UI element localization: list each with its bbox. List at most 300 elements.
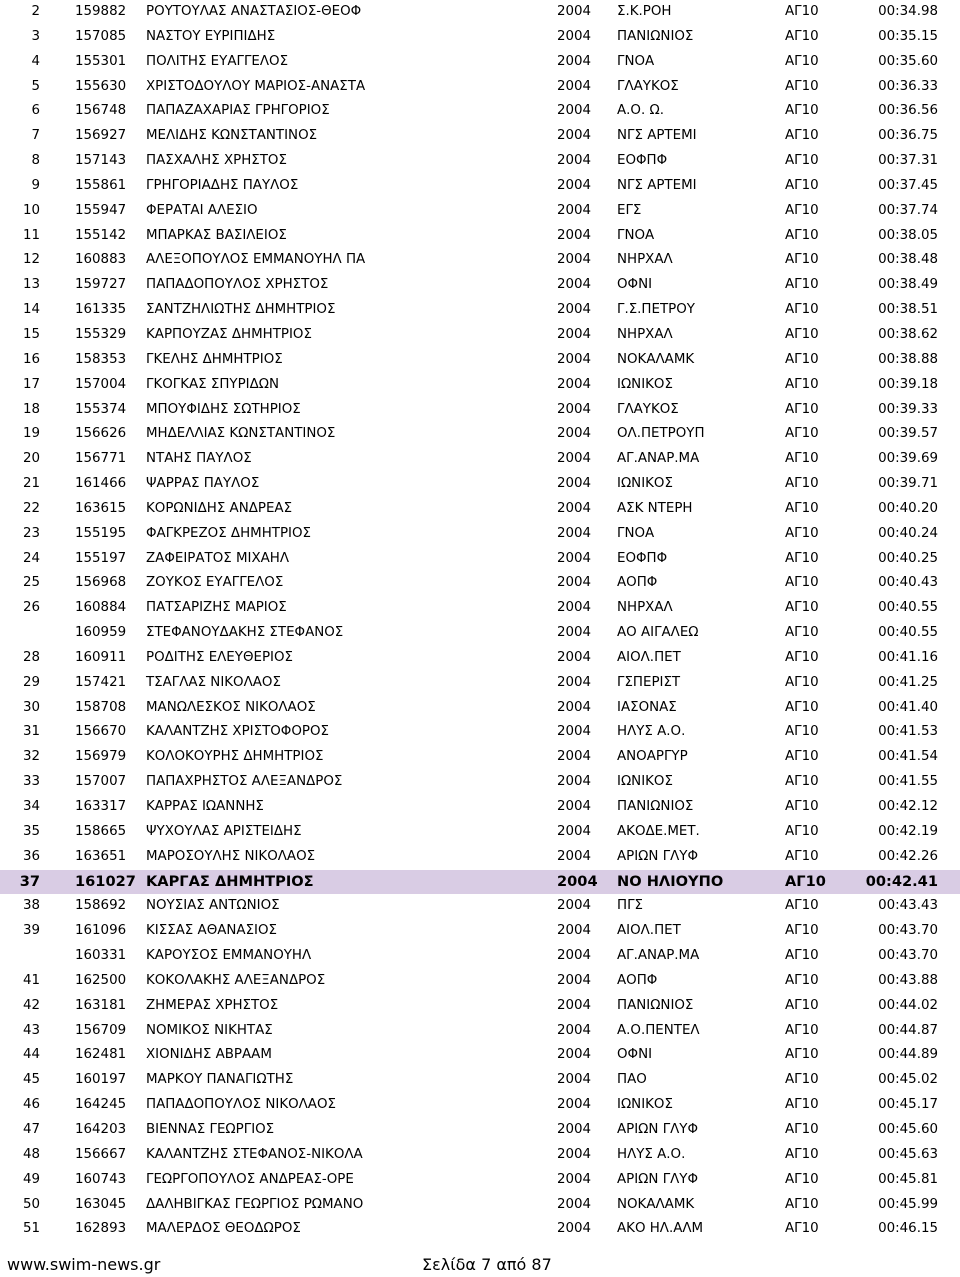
birth-year-cell: 2004 xyxy=(557,1171,592,1187)
table-row xyxy=(0,1019,960,1044)
athlete-name-cell: ΠΑΠΑΔΟΠΟΥΛΟΣ ΧΡΗΣΤΟΣ xyxy=(146,277,329,293)
athlete-name-cell: ΣΑΝΤΖΗΛΙΩΤΗΣ ΔΗΜΗΤΡΙΟΣ xyxy=(146,302,336,318)
rank-cell: 5 xyxy=(31,78,40,94)
rank-cell: 8 xyxy=(31,153,40,169)
athlete-name-cell: ΚΙΣΣΑΣ ΑΘΑΝΑΣΙΟΣ xyxy=(146,923,277,939)
club-cell: ΑΙΟΛ.ΠΕΤ xyxy=(617,923,681,939)
table-row xyxy=(0,497,960,522)
club-cell: Α.Ο. Ω. xyxy=(617,103,664,119)
rank-cell: 20 xyxy=(22,451,40,467)
time-cell: 00:42.12 xyxy=(878,799,938,814)
athlete-id-cell: 156670 xyxy=(75,724,127,740)
rank-cell: 11 xyxy=(22,227,40,243)
table-row xyxy=(0,0,960,25)
rank-cell: 15 xyxy=(22,326,40,342)
time-cell: 00:42.19 xyxy=(878,823,938,839)
rank-cell: 32 xyxy=(22,749,40,765)
time-cell: 00:39.71 xyxy=(878,476,938,492)
table-row xyxy=(0,1068,960,1093)
time-cell: 00:38.62 xyxy=(878,326,938,342)
table-row xyxy=(0,1168,960,1193)
club-cell: ΓΝΟΑ xyxy=(617,525,655,541)
time-cell: 00:37.31 xyxy=(878,153,938,169)
athlete-id-cell: 155374 xyxy=(75,401,127,417)
category-cell: ΑΓ10 xyxy=(785,202,819,218)
athlete-name-cell: ΨΑΡΡΑΣ ΠΑΥΛΟΣ xyxy=(146,476,260,492)
club-cell: ΑΟ ΑΙΓΑΛΕΩ xyxy=(617,625,699,641)
rank-cell: 24 xyxy=(22,550,40,566)
rank-cell: 45 xyxy=(22,1072,40,1088)
athlete-name-cell: ΜΑΝΩΛΕΣΚΟΣ ΝΙΚΟΛΑΟΣ xyxy=(146,699,316,715)
athlete-id-cell: 162500 xyxy=(75,972,127,988)
category-cell: ΑΓ10 xyxy=(785,103,819,119)
club-cell: ΝΓΣ ΑΡΤΕΜΙ xyxy=(617,128,697,144)
rank-cell: 35 xyxy=(22,823,40,839)
time-cell: 00:45.81 xyxy=(878,1171,938,1187)
athlete-id-cell: 163651 xyxy=(75,848,127,864)
club-cell: ΑΟΠΦ xyxy=(617,575,658,591)
category-cell: ΑΓ10 xyxy=(785,848,819,864)
table-row xyxy=(0,1093,960,1118)
club-cell: Α.Ο.ΠΕΝΤΕΛ xyxy=(617,1022,700,1038)
birth-year-cell: 2004 xyxy=(557,1072,592,1088)
table-row xyxy=(0,745,960,770)
table-row xyxy=(0,969,960,994)
birth-year-cell: 2004 xyxy=(557,153,592,169)
athlete-name-cell: ΚΑΛΑΝΤΖΗΣ ΣΤΕΦΑΝΟΣ-ΝΙΚΟΛΑ xyxy=(146,1146,363,1162)
rank-cell: 38 xyxy=(22,898,40,914)
footer-site: www.swim-news.gr xyxy=(7,1255,161,1274)
table-row xyxy=(0,373,960,398)
athlete-name-cell: ΖΗΜΕΡΑΣ ΧΡΗΣΤΟΣ xyxy=(146,997,279,1013)
birth-year-cell: 2004 xyxy=(557,1097,592,1113)
time-cell: 00:38.49 xyxy=(878,277,938,293)
time-cell: 00:39.18 xyxy=(878,376,938,392)
time-cell: 00:45.60 xyxy=(878,1121,938,1137)
birth-year-cell: 2004 xyxy=(557,674,592,690)
rank-cell: 18 xyxy=(22,401,40,417)
birth-year-cell: 2004 xyxy=(557,202,592,218)
club-cell: ΝΓΣ ΑΡΤΕΜΙ xyxy=(617,177,697,193)
athlete-id-cell: 156968 xyxy=(75,575,127,591)
birth-year-cell: 2004 xyxy=(557,177,592,193)
athlete-id-cell: 160884 xyxy=(75,600,127,616)
rank-cell: 19 xyxy=(22,426,40,442)
rank-cell: 37 xyxy=(19,872,40,890)
table-row xyxy=(0,646,960,671)
time-cell: 00:37.45 xyxy=(878,177,938,193)
athlete-name-cell: ΚΑΡΓΑΣ ΔΗΜΗΤΡΙΟΣ xyxy=(146,872,314,890)
table-row xyxy=(0,696,960,721)
athlete-name-cell: ΦΕΡΑΤΑΙ ΑΛΕΣΙΟ xyxy=(146,202,258,218)
time-cell: 00:36.75 xyxy=(878,128,938,144)
time-cell: 00:41.40 xyxy=(878,699,938,715)
footer-page-number: Σελίδα 7 από 87 xyxy=(422,1255,552,1274)
birth-year-cell: 2004 xyxy=(557,649,592,665)
category-cell: ΑΓ10 xyxy=(785,128,819,144)
table-row xyxy=(0,199,960,224)
club-cell: ΓΝΟΑ xyxy=(617,227,655,243)
table-row xyxy=(0,248,960,273)
club-cell: ΓΛΑΥΚΟΣ xyxy=(617,78,679,94)
athlete-id-cell: 160197 xyxy=(75,1072,127,1088)
category-cell: ΑΓ10 xyxy=(785,1047,819,1063)
time-cell: 00:40.43 xyxy=(878,575,938,591)
time-cell: 00:41.55 xyxy=(878,774,938,790)
athlete-name-cell: ΧΙΟΝΙΔΗΣ ΑΒΡΑΑΜ xyxy=(146,1047,272,1063)
time-cell: 00:41.54 xyxy=(878,749,938,765)
club-cell: ΝΗΡΧΑΛ xyxy=(617,600,673,616)
birth-year-cell: 2004 xyxy=(557,28,592,44)
birth-year-cell: 2004 xyxy=(557,1047,592,1063)
athlete-name-cell: ΠΑΣΧΑΛΗΣ ΧΡΗΣΤΟΣ xyxy=(146,153,287,169)
athlete-name-cell: ΜΠΑΡΚΑΣ ΒΑΣΙΛΕΙΟΣ xyxy=(146,227,287,243)
birth-year-cell: 2004 xyxy=(557,823,592,839)
time-cell: 00:35.15 xyxy=(878,28,938,44)
birth-year-cell: 2004 xyxy=(557,326,592,342)
club-cell: ΙΩΝΙΚΟΣ xyxy=(617,1097,673,1113)
athlete-name-cell: ΚΑΡΠΟΥΖΑΣ ΔΗΜΗΤΡΙΟΣ xyxy=(146,326,312,342)
athlete-name-cell: ΧΡΙΣΤΟΔΟΥΛΟΥ ΜΑΡΙΟΣ-ΑΝΑΣΤΑ xyxy=(146,78,366,94)
birth-year-cell: 2004 xyxy=(557,53,592,69)
table-row xyxy=(0,770,960,795)
category-cell: ΑΓ10 xyxy=(785,4,819,19)
time-cell: 00:41.25 xyxy=(878,674,938,690)
birth-year-cell: 2004 xyxy=(557,476,592,492)
birth-year-cell: 2004 xyxy=(557,997,592,1013)
birth-year-cell: 2004 xyxy=(557,500,592,516)
time-cell: 00:38.48 xyxy=(878,252,938,268)
category-cell: ΑΓ10 xyxy=(785,53,819,69)
athlete-name-cell: ΠΟΛΙΤΗΣ ΕΥΑΓΓΕΛΟΣ xyxy=(146,53,289,69)
athlete-id-cell: 156979 xyxy=(75,749,127,765)
club-cell: ΝΟΚΑΛΑΜΚ xyxy=(617,351,695,367)
club-cell: ΙΑΣΟΝΑΣ xyxy=(617,699,677,715)
athlete-name-cell: ΚΟΛΟΚΟΥΡΗΣ ΔΗΜΗΤΡΙΟΣ xyxy=(146,749,324,765)
athlete-id-cell: 160959 xyxy=(75,625,127,641)
birth-year-cell: 2004 xyxy=(557,4,592,19)
table-row xyxy=(0,894,960,919)
athlete-name-cell: ΜΑΛΕΡΔΟΣ ΘΕΟΔΩΡΟΣ xyxy=(146,1221,301,1237)
birth-year-cell: 2004 xyxy=(557,227,592,243)
birth-year-cell: 2004 xyxy=(557,699,592,715)
time-cell: 00:35.60 xyxy=(878,53,938,69)
athlete-name-cell: ΚΟΚΟΛΑΚΗΣ ΑΛΕΞΑΝΔΡΟΣ xyxy=(146,972,326,988)
athlete-name-cell: ΠΑΠΑΖΑΧΑΡΙΑΣ ΓΡΗΓΟΡΙΟΣ xyxy=(146,103,330,119)
time-cell: 00:44.02 xyxy=(878,997,938,1013)
athlete-name-cell: ΜΗΔΕΛΛΙΑΣ ΚΩΝΣΤΑΝΤΙΝΟΣ xyxy=(146,426,336,442)
rank-cell: 6 xyxy=(31,103,40,119)
category-cell: ΑΓ10 xyxy=(785,451,819,467)
time-cell: 00:45.99 xyxy=(878,1196,938,1212)
rank-cell: 26 xyxy=(22,600,40,616)
category-cell: ΑΓ10 xyxy=(785,749,819,765)
athlete-name-cell: ΚΑΡΟΥΣΟΣ ΕΜΜΑΝΟΥΗΛ xyxy=(146,948,312,964)
birth-year-cell: 2004 xyxy=(557,923,592,939)
table-row xyxy=(0,75,960,100)
table-row xyxy=(0,621,960,646)
rank-cell: 39 xyxy=(22,923,40,939)
time-cell: 00:37.74 xyxy=(878,202,938,218)
athlete-name-cell: ΚΑΛΑΝΤΖΗΣ ΧΡΙΣΤΟΦΟΡΟΣ xyxy=(146,724,329,740)
club-cell: ΙΩΝΙΚΟΣ xyxy=(617,476,673,492)
category-cell: ΑΓ10 xyxy=(785,625,819,641)
club-cell: ΗΛΥΣ Α.Ο. xyxy=(617,1146,686,1162)
club-cell: ΙΩΝΙΚΟΣ xyxy=(617,376,673,392)
club-cell: ΑΓ.ΑΝΑΡ.ΜΑ xyxy=(617,948,700,964)
birth-year-cell: 2004 xyxy=(557,872,598,890)
club-cell: ΝΟΚΑΛΑΜΚ xyxy=(617,1196,695,1212)
athlete-name-cell: ΠΑΠΑΔΟΠΟΥΛΟΣ ΝΙΚΟΛΑΟΣ xyxy=(146,1097,336,1113)
club-cell: ΑΟΠΦ xyxy=(617,972,658,988)
time-cell: 00:43.70 xyxy=(878,923,938,939)
birth-year-cell: 2004 xyxy=(557,1146,592,1162)
rank-cell: 17 xyxy=(22,376,40,392)
club-cell: Σ.Κ.ΡΟΗ xyxy=(617,4,672,19)
athlete-id-cell: 155142 xyxy=(75,227,127,243)
table-row xyxy=(0,795,960,820)
time-cell: 00:46.15 xyxy=(878,1221,938,1237)
athlete-name-cell: ΑΛΕΞΟΠΟΥΛΟΣ ΕΜΜΑΝΟΥΗΛ ΠΑ xyxy=(146,252,366,268)
table-row xyxy=(0,1043,960,1068)
time-cell: 00:39.33 xyxy=(878,401,938,417)
club-cell: ΙΩΝΙΚΟΣ xyxy=(617,774,673,790)
table-row xyxy=(0,671,960,696)
birth-year-cell: 2004 xyxy=(557,898,592,914)
category-cell: ΑΓ10 xyxy=(785,997,819,1013)
birth-year-cell: 2004 xyxy=(557,78,592,94)
birth-year-cell: 2004 xyxy=(557,948,592,964)
birth-year-cell: 2004 xyxy=(557,625,592,641)
club-cell: ΠΑΟ xyxy=(617,1072,647,1088)
athlete-id-cell: 161027 xyxy=(75,872,136,890)
category-cell: ΑΓ10 xyxy=(785,302,819,318)
category-cell: ΑΓ10 xyxy=(785,1196,819,1212)
table-row xyxy=(0,1118,960,1143)
time-cell: 00:38.51 xyxy=(878,302,938,318)
table-row xyxy=(0,720,960,745)
rank-cell: 3 xyxy=(31,28,40,44)
category-cell: ΑΓ10 xyxy=(785,78,819,94)
birth-year-cell: 2004 xyxy=(557,848,592,864)
rank-cell: 43 xyxy=(22,1022,40,1038)
rank-cell: 2 xyxy=(31,4,40,19)
category-cell: ΑΓ10 xyxy=(785,28,819,44)
club-cell: ΕΟΦΠΦ xyxy=(617,550,668,566)
athlete-id-cell: 157421 xyxy=(75,674,127,690)
athlete-id-cell: 159882 xyxy=(75,4,127,19)
athlete-name-cell: ΔΑΛΗΒΙΓΚΑΣ ΓΕΩΡΓΙΟΣ ΡΩΜΑΝΟ xyxy=(146,1196,364,1212)
category-cell: ΑΓ10 xyxy=(785,799,819,814)
table-row xyxy=(0,547,960,572)
athlete-id-cell: 158353 xyxy=(75,351,127,367)
birth-year-cell: 2004 xyxy=(557,525,592,541)
athlete-id-cell: 157143 xyxy=(75,153,127,169)
time-cell: 00:41.53 xyxy=(878,724,938,740)
category-cell: ΑΓ10 xyxy=(785,525,819,541)
athlete-id-cell: 158708 xyxy=(75,699,127,715)
table-row xyxy=(0,522,960,547)
table-row xyxy=(0,124,960,149)
time-cell: 00:40.24 xyxy=(878,525,938,541)
category-cell: ΑΓ10 xyxy=(785,724,819,740)
athlete-id-cell: 157007 xyxy=(75,774,127,790)
athlete-name-cell: ΝΤΑΗΣ ΠΑΥΛΟΣ xyxy=(146,451,252,467)
club-cell: ΑΚΟ ΗΛ.ΑΛΜ xyxy=(617,1221,704,1237)
category-cell: ΑΓ10 xyxy=(785,649,819,665)
time-cell: 00:45.02 xyxy=(878,1072,938,1088)
table-row xyxy=(0,994,960,1019)
rank-cell: 4 xyxy=(31,53,40,69)
club-cell: ΝΟ ΗΛΙΟΥΠΟ xyxy=(617,872,724,890)
birth-year-cell: 2004 xyxy=(557,401,592,417)
birth-year-cell: 2004 xyxy=(557,749,592,765)
time-cell: 00:40.20 xyxy=(878,500,938,516)
category-cell: ΑΓ10 xyxy=(785,600,819,616)
athlete-name-cell: ΜΕΛΙΔΗΣ ΚΩΝΣΤΑΝΤΙΝΟΣ xyxy=(146,128,318,144)
table-row xyxy=(0,1217,960,1242)
table-row xyxy=(0,447,960,472)
rank-cell: 13 xyxy=(22,277,40,293)
rank-cell: 29 xyxy=(22,674,40,690)
athlete-id-cell: 155197 xyxy=(75,550,127,566)
athlete-id-cell: 155301 xyxy=(75,53,127,69)
category-cell: ΑΓ10 xyxy=(785,872,826,890)
athlete-id-cell: 155195 xyxy=(75,525,127,541)
athlete-id-cell: 162481 xyxy=(75,1047,127,1063)
rank-cell: 30 xyxy=(22,699,40,715)
category-cell: ΑΓ10 xyxy=(785,1171,819,1187)
birth-year-cell: 2004 xyxy=(557,426,592,442)
club-cell: ΝΗΡΧΑΛ xyxy=(617,326,673,342)
club-cell: ΑΙΟΛ.ΠΕΤ xyxy=(617,649,681,665)
birth-year-cell: 2004 xyxy=(557,600,592,616)
birth-year-cell: 2004 xyxy=(557,550,592,566)
athlete-name-cell: ΓΕΩΡΓΟΠΟΥΛΟΣ ΑΝΔΡΕΑΣ-ΟΡΕ xyxy=(146,1171,354,1187)
time-cell: 00:44.89 xyxy=(878,1047,938,1063)
rank-cell: 28 xyxy=(22,649,40,665)
table-row xyxy=(0,149,960,174)
time-cell: 00:42.41 xyxy=(865,872,938,890)
table-row xyxy=(0,845,960,870)
table-row xyxy=(0,596,960,621)
time-cell: 00:40.55 xyxy=(878,600,938,616)
athlete-name-cell: ΨΥΧΟΥΛΑΣ ΑΡΙΣΤΕΙΔΗΣ xyxy=(146,823,302,839)
club-cell: ΠΑΝΙΩΝΙΟΣ xyxy=(617,799,694,814)
birth-year-cell: 2004 xyxy=(557,972,592,988)
birth-year-cell: 2004 xyxy=(557,774,592,790)
rank-cell: 33 xyxy=(22,774,40,790)
time-cell: 00:43.70 xyxy=(878,948,938,964)
athlete-id-cell: 155947 xyxy=(75,202,127,218)
athlete-name-cell: ΡΟΔΙΤΗΣ ΕΛΕΥΘΕΡΙΟΣ xyxy=(146,649,293,665)
athlete-id-cell: 157004 xyxy=(75,376,127,392)
club-cell: ΟΛ.ΠΕΤΡΟΥΠ xyxy=(617,426,705,442)
athlete-name-cell: ΣΤΕΦΑΝΟΥΔΑΚΗΣ ΣΤΕΦΑΝΟΣ xyxy=(146,625,344,641)
category-cell: ΑΓ10 xyxy=(785,500,819,516)
athlete-id-cell: 162893 xyxy=(75,1221,127,1237)
club-cell: ΕΓΣ xyxy=(617,202,642,218)
athlete-name-cell: ΖΟΥΚΟΣ ΕΥΑΓΓΕΛΟΣ xyxy=(146,575,284,591)
birth-year-cell: 2004 xyxy=(557,376,592,392)
club-cell: ΓΛΑΥΚΟΣ xyxy=(617,401,679,417)
athlete-name-cell: ΒΙΕΝΝΑΣ ΓΕΩΡΓΙΟΣ xyxy=(146,1121,275,1137)
athlete-name-cell: ΖΑΦΕΙΡΑΤΟΣ ΜΙΧΑΗΛ xyxy=(146,550,290,566)
rank-cell: 7 xyxy=(31,128,40,144)
club-cell: ΑΡΙΩΝ ΓΛΥΦ xyxy=(617,848,699,864)
athlete-name-cell: ΠΑΤΣΑΡΙΖΗΣ ΜΑΡΙΟΣ xyxy=(146,600,287,616)
athlete-id-cell: 164203 xyxy=(75,1121,127,1137)
table-row xyxy=(0,273,960,298)
category-cell: ΑΓ10 xyxy=(785,351,819,367)
athlete-name-cell: ΓΚΟΓΚΑΣ ΣΠΥΡΙΔΩΝ xyxy=(146,376,280,392)
category-cell: ΑΓ10 xyxy=(785,972,819,988)
rank-cell: 14 xyxy=(22,302,40,318)
athlete-id-cell: 163045 xyxy=(75,1196,127,1212)
birth-year-cell: 2004 xyxy=(557,128,592,144)
club-cell: ΟΦΝΙ xyxy=(617,277,653,293)
rank-cell: 46 xyxy=(22,1097,40,1113)
athlete-id-cell: 160743 xyxy=(75,1171,127,1187)
rank-cell: 41 xyxy=(22,972,40,988)
rank-cell: 49 xyxy=(22,1171,40,1187)
table-row xyxy=(0,99,960,124)
club-cell: ΑΓ.ΑΝΑΡ.ΜΑ xyxy=(617,451,700,467)
table-row xyxy=(0,820,960,845)
category-cell: ΑΓ10 xyxy=(785,227,819,243)
club-cell: ΑΣΚ ΝΤΕΡΗ xyxy=(617,500,693,516)
table-row xyxy=(0,298,960,323)
athlete-name-cell: ΝΟΜΙΚΟΣ ΝΙΚΗΤΑΣ xyxy=(146,1022,273,1038)
rank-cell: 47 xyxy=(22,1121,40,1137)
time-cell: 00:36.56 xyxy=(878,103,938,119)
rank-cell: 48 xyxy=(22,1146,40,1162)
rank-cell: 16 xyxy=(22,351,40,367)
club-cell: ΝΗΡΧΑΛ xyxy=(617,252,673,268)
athlete-id-cell: 156709 xyxy=(75,1022,127,1038)
athlete-id-cell: 158665 xyxy=(75,823,127,839)
category-cell: ΑΓ10 xyxy=(785,948,819,964)
club-cell: ΑΚΟΔΕ.ΜΕΤ. xyxy=(617,823,700,839)
athlete-id-cell: 156626 xyxy=(75,426,127,442)
birth-year-cell: 2004 xyxy=(557,724,592,740)
table-row xyxy=(0,472,960,497)
club-cell: ΠΓΣ xyxy=(617,898,643,914)
club-cell: ΕΟΦΠΦ xyxy=(617,153,668,169)
table-row xyxy=(0,422,960,447)
table-row xyxy=(0,571,960,596)
time-cell: 00:45.63 xyxy=(878,1146,938,1162)
category-cell: ΑΓ10 xyxy=(785,923,819,939)
athlete-id-cell: 160911 xyxy=(75,649,127,665)
rank-cell: 50 xyxy=(22,1196,40,1212)
athlete-id-cell: 163317 xyxy=(75,799,127,814)
birth-year-cell: 2004 xyxy=(557,277,592,293)
athlete-name-cell: ΜΑΡΟΣΟΥΛΗΣ ΝΙΚΟΛΑΟΣ xyxy=(146,848,316,864)
category-cell: ΑΓ10 xyxy=(785,1221,819,1237)
time-cell: 00:42.26 xyxy=(878,848,938,864)
time-cell: 00:39.57 xyxy=(878,426,938,442)
category-cell: ΑΓ10 xyxy=(785,277,819,293)
highlighted-table-row xyxy=(0,870,960,895)
club-cell: ΠΑΝΙΩΝΙΟΣ xyxy=(617,997,694,1013)
table-row xyxy=(0,944,960,969)
rank-cell: 12 xyxy=(22,252,40,268)
athlete-id-cell: 161466 xyxy=(75,476,127,492)
athlete-id-cell: 161096 xyxy=(75,923,127,939)
time-cell: 00:45.17 xyxy=(878,1097,938,1113)
rank-cell: 51 xyxy=(22,1221,40,1237)
